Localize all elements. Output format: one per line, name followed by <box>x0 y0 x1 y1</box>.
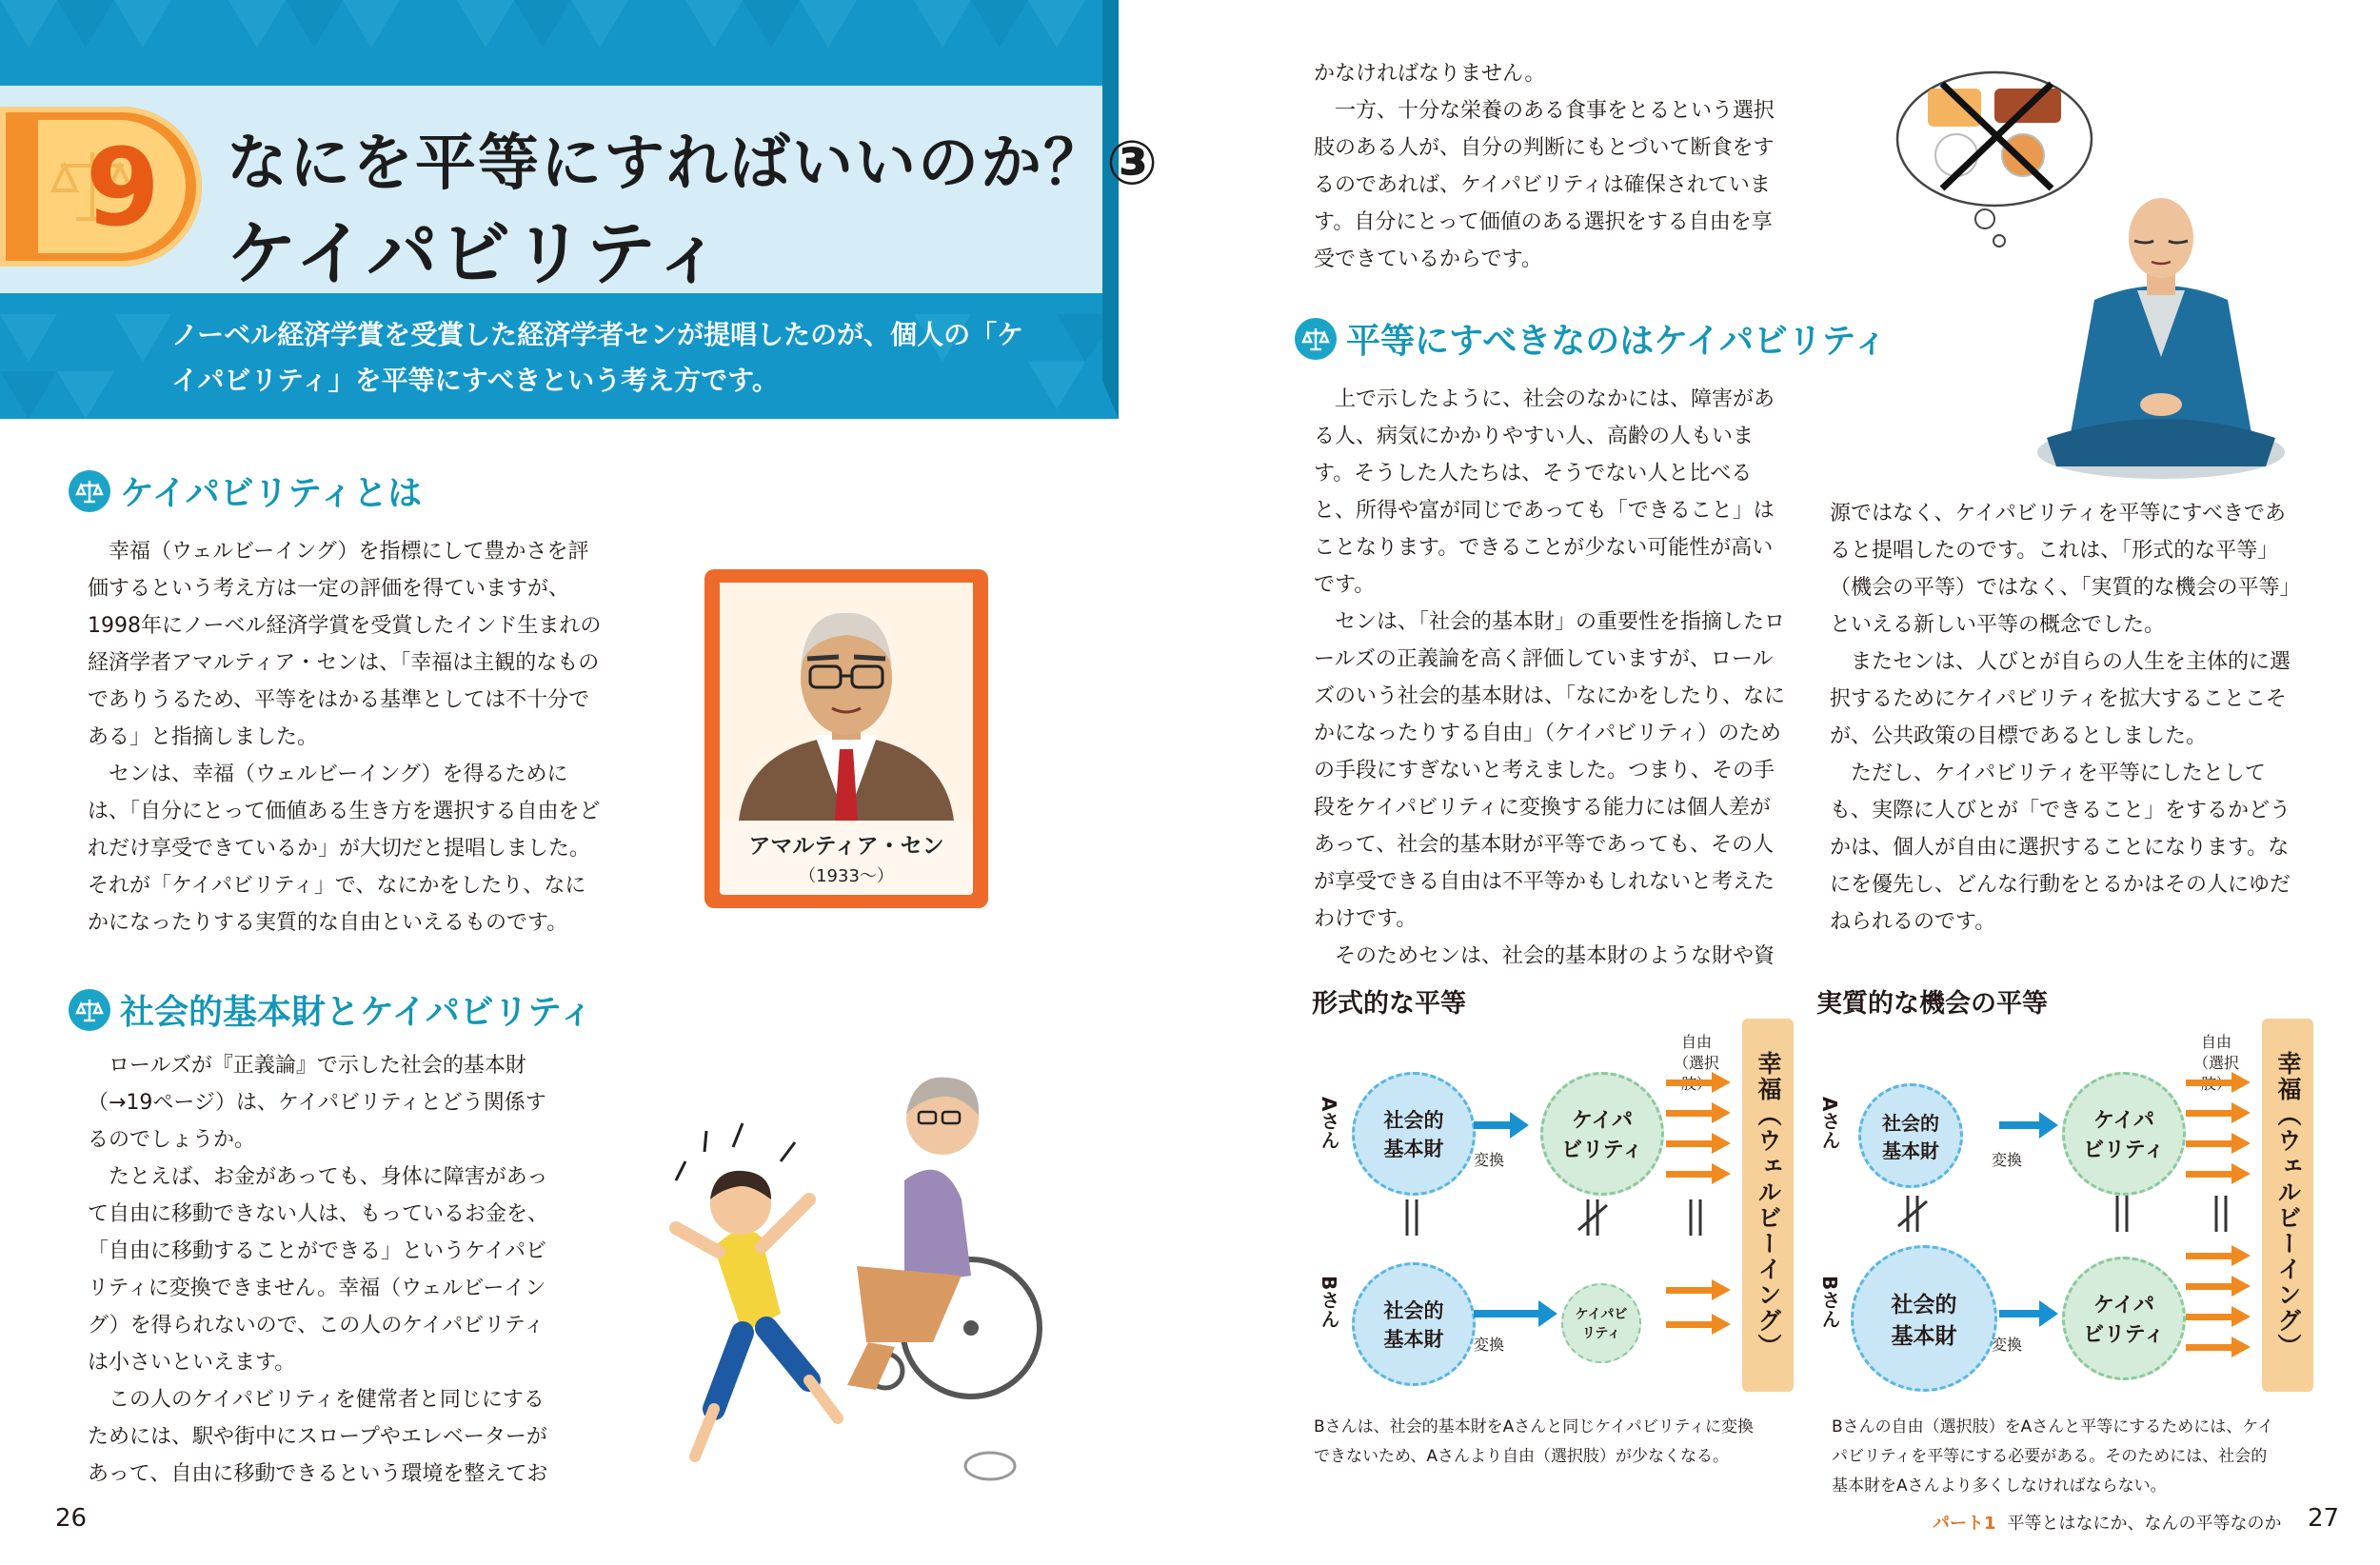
section2-body <box>88 1047 559 1493</box>
section-heading-text: 平等にすべきなのはケイパビリティ <box>1346 322 1888 361</box>
right-top-body <box>1314 55 1785 278</box>
capability-label: ケイパビリティ <box>1561 1109 1643 1162</box>
page-number-left: 26 <box>55 1504 88 1533</box>
paragraph: 上で示したように、社会のなかには、障害がある人、病気にかかりやすい人、高齢の人もいます。そうした人たちは、そうでない人と比べると、所得や富が同じであっても「できること」はことなります。できることが少ない可能性が高いです。 <box>1314 387 1775 597</box>
meditating-monk-illustration <box>2028 195 2294 481</box>
scale-icon <box>1295 318 1337 360</box>
portrait-name: アマルティア・セン <box>748 834 944 859</box>
happiness-bar: 幸福（ウェルビーイング） <box>1742 1019 1794 1392</box>
portrait-years: （1933〜） <box>799 866 894 886</box>
paragraph: この人のケイパビリティを健常者と同じにするためには、駅や街中にスロープやエレベーターがあって、自由に移動できるという環境を整えてお <box>88 1388 548 1486</box>
scale-icon <box>69 470 110 512</box>
paragraph: 源ではなく、ケイパビリティを平等にすべきであると提唱したのです。これは、「形式的な平等」（機会の平等）ではなく、「実質的な機会の平等」といえる新しい平等の概念でした。 <box>1830 502 2301 637</box>
section-heading-text: 社会的基本財とケイパビリティ <box>120 993 594 1032</box>
person-b-label: Bさん <box>1318 1276 1340 1329</box>
diagram-note-formal: Bさんは、社会的基本財をAさんと同じケイパビリティに変換できないため、Aさんより自由（選択肢）が少なくなる。 <box>1314 1417 1755 1466</box>
diagram-note-substantive: Bさんの自由（選択肢）をAさんと平等にするためには、ケイパビリティを平等にする必要がある。そのためには、社会的基本財をAさんより多くしなければならない。 <box>1832 1417 2274 1496</box>
person-a-label: Aさん <box>1318 1097 1340 1150</box>
paragraph: 一方、十分な栄養のある食事をとるという選択肢のある人が、自分の判断にもとづいて断食をするのであれば、ケイパビリティは確保されています。自分にとって価値のある選択をする自由を享受できているからです。 <box>1314 99 1775 271</box>
lead-text: ノーベル経済学賞を受賞した経済学者センが提唱したのが、個人の「ケイパビリティ」を平等にすべきという考え方です。 <box>171 319 1024 396</box>
section3-col1 <box>1314 381 1785 975</box>
goods-label: 社会的基本財 <box>1891 1293 1957 1349</box>
paragraph: 幸福（ウェルビーイング）を指標にして豊かさを評価するという考え方は一定の評価を得ていますが、1998年にノーベル経済学賞を受賞したインド生まれの経済学者アマルティア・センは、「幸福は主観的なものでありうるため、平等をはかる基準としては不十分である」と指摘しました。 <box>88 540 602 749</box>
convert-label: 変換 <box>1992 1151 2023 1169</box>
section1-body <box>88 533 602 941</box>
freedom-label: 自由（選択 <box>2192 1033 2239 1072</box>
chapter-number: 9 <box>86 127 160 250</box>
happiness-bar: 幸福（ウェルビーイング） <box>2262 1019 2313 1392</box>
section3-col2 <box>1830 495 2301 941</box>
section-heading-goods <box>69 985 593 1034</box>
formal-diagram-arrows <box>1312 1066 1750 1390</box>
page-number-right: 27 <box>2308 1504 2340 1533</box>
goods-label: 社会的基本財 <box>1383 1299 1444 1351</box>
capability-label: ケイパビリティ <box>2083 1109 2165 1162</box>
convert-label: 変換 <box>1992 1336 2023 1354</box>
person-b-label: Bさん <box>1818 1276 1841 1329</box>
page-subtitle: ケイパビリティ <box>227 213 726 295</box>
paragraph: センは、幸福（ウェルビーイング）を得るためには、「自分にとって価値ある生き方を選択する自由をどれだけ享受できているか」が大切だと提唱しました。それが「ケイパビリティ」で、なにかをしたり、なにかになったりする実質的な自由といえるものです。 <box>88 763 601 935</box>
footer-part <box>1933 1510 2282 1535</box>
section-heading-capability <box>69 466 422 515</box>
wheelchair-illustration <box>619 1057 1066 1504</box>
substantive-diagram-arrows <box>1832 1066 2270 1390</box>
paragraph: センは、「社会的基本財」の重要性を指摘したロールズの正義論を高く評価していますが、ロールズのいう社会的基本財は、「なにかをしたり、なにかになったりする自由」（ケイパビリティ）のための手段にすぎないと考えました。つまり、その手段をケイパビリティに変換する能力には個人差があって、社会的基本財が平等であっても、その人が享受できる自由は不平等かもしれないと考えたわけです。 <box>1314 610 1786 931</box>
amartya-sen-portrait <box>720 583 973 821</box>
paragraph: またセンは、人びとが自らの人生を主体的に選択するためにケイパビリティを拡大することこそが、公共政策の目標であるとしました。 <box>1830 650 2291 748</box>
convert-label: 変換 <box>1474 1336 1505 1354</box>
paragraph: そのためセンは、社会的基本財のような財や資 <box>1335 944 1775 968</box>
paragraph: ロールズが『正義論』で示した社会的基本財（→19ページ）は、ケイパビリティとどう関係するのでしょうか。 <box>88 1054 546 1152</box>
footer-part-label: パート1 <box>1933 1514 1996 1534</box>
freedom-label: 自由（選択 <box>1673 1033 1719 1072</box>
capability-label: ケイパビリティ <box>1575 1307 1628 1341</box>
capability-label: ケイパビリティ <box>2083 1294 2165 1347</box>
page-title: なにを平等にすればいいのか？③ <box>227 129 1160 199</box>
convert-label: 変換 <box>1474 1151 1505 1169</box>
diagram-title-substantive: 実質的な機会の平等 <box>1816 989 2048 1019</box>
goods-label: 社会的基本財 <box>1383 1109 1444 1160</box>
paragraph: たとえば、お金があっても、身体に障害があって自由に移動できない人は、もっているお金を、「自由に移動することができる」というケイパビリティに変換できません。幸福（ウェルビーイング）を得られないので、この人のケイパビリティは小さいといえます。 <box>88 1165 549 1375</box>
footer-part-title: 平等とはなにか、なんの平等なのか <box>2007 1514 2282 1534</box>
scale-icon <box>69 989 110 1031</box>
paragraph: ただし、ケイパビリティを平等にしたとしても、実際に人びとが「できること」をするかどうかは、個人が自由に選択することになります。なにを優先し、どんな行動をとるかはその人にゆだねられるのです。 <box>1830 762 2291 934</box>
paragraph: かなければなりません。 <box>1314 62 1546 86</box>
diagram-title-formal: 形式的な平等 <box>1312 989 1466 1019</box>
person-a-label: Aさん <box>1818 1097 1841 1150</box>
section-heading-equal <box>1295 314 1887 363</box>
section-heading-text: ケイパビリティとは <box>120 474 423 513</box>
goods-label: 社会的基本財 <box>1882 1112 1939 1162</box>
